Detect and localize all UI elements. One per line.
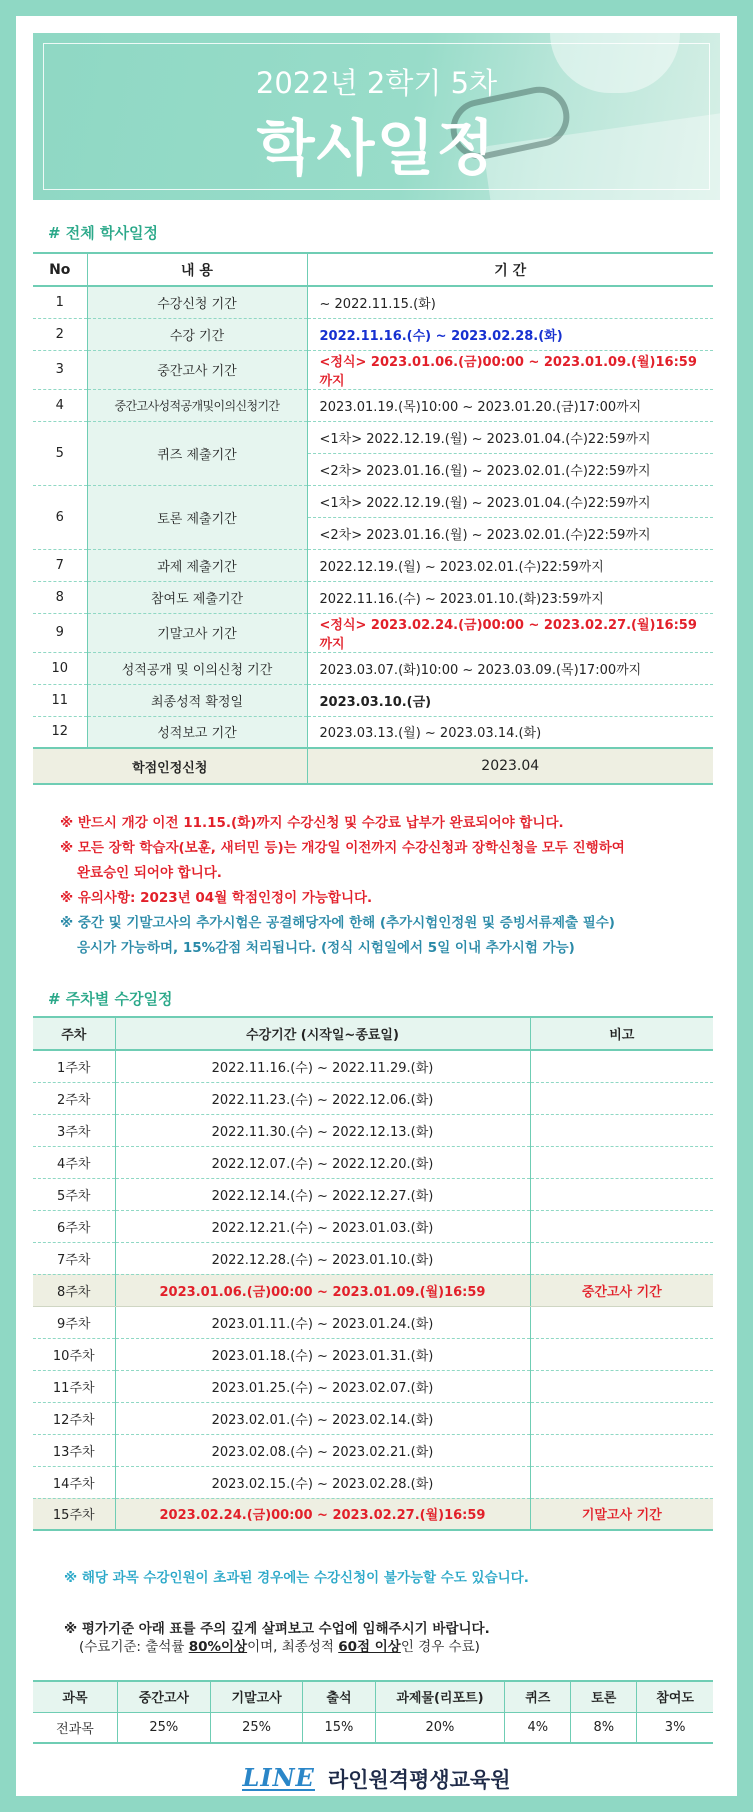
grading-header: 과제물(리포트) [375,1681,505,1712]
credit-value: 2023.04 [307,748,713,784]
row-item: 수강신청 기간 [87,286,307,318]
week-range: 2023.01.06.(금)00:00 ~ 2023.01.09.(월)16:59 [115,1274,530,1306]
table-row [33,1370,713,1402]
row-no: 12 [33,716,87,748]
week-memo [530,1434,713,1466]
week-range: 2023.01.18.(수) ~ 2023.01.31.(화) [115,1338,530,1370]
table-row [33,1082,713,1114]
table-row [33,1050,713,1082]
grading-value: 3% [637,1712,713,1743]
grading-note [64,1620,490,1656]
table-row [33,1178,713,1210]
grading-note-part: 인 경우 수료) [400,1639,480,1655]
table-row [33,652,713,684]
week-memo [530,1050,713,1082]
grading-value: 8% [571,1712,637,1743]
grading-value: 25% [117,1712,210,1743]
row-period: 2023.03.13.(월) ~ 2023.03.14.(화) [307,716,713,748]
row-no: 11 [33,684,87,716]
table-row [33,1338,713,1370]
notice-list [60,811,720,961]
grading-value: 전과목 [33,1712,117,1743]
row-period-2: <2차> 2023.01.16.(월) ~ 2023.02.01.(수)22:59까지 [307,453,713,485]
grading-value: 25% [210,1712,303,1743]
row-no: 9 [33,613,87,652]
week-label: 10주차 [33,1338,115,1370]
table-row [33,1434,713,1466]
row-no: 1 [33,286,87,318]
grading-header: 출석 [303,1681,375,1712]
week-memo [530,1114,713,1146]
weekly-section-title: # 주차별 수강일정 [48,990,173,1008]
week-label: 1주차 [33,1050,115,1082]
row-period: <1차> 2022.12.19.(월) ~ 2023.01.04.(수)22:59까지 [307,421,713,453]
row-period: 2022.11.16.(수) ~ 2023.02.28.(화) [307,318,713,350]
grading-header: 과목 [33,1681,117,1712]
row-period: <1차> 2022.12.19.(월) ~ 2023.01.04.(수)22:59까지 [307,485,713,517]
week-range: 2022.12.07.(수) ~ 2022.12.20.(화) [115,1146,530,1178]
row-item: 중간고사 기간 [87,350,307,389]
week-memo: 기말고사 기간 [530,1498,713,1530]
week-label: 5주차 [33,1178,115,1210]
week-label: 13주차 [33,1434,115,1466]
notice-continuation: 완료승인 되어야 합니다. [77,865,222,881]
row-item: 수강 기간 [87,318,307,350]
week-label: 2주차 [33,1082,115,1114]
table-row [33,1402,713,1434]
line-logo: LINE [242,1763,315,1792]
schedule-section-title: # 전체 학사일정 [48,224,158,242]
row-item: 최종성적 확정일 [87,684,307,716]
row-period: 2023.03.10.(금) [307,684,713,716]
grading-header: 중간고사 [117,1681,210,1712]
credit-label: 학점인정신청 [33,748,307,784]
row-period: 2022.12.19.(월) ~ 2023.02.01.(수)22:59까지 [307,549,713,581]
notice-continuation: 응시가 가능하며, 15%감점 처리됩니다. (정식 시험일에서 5일 이내 추가시험 가능) [77,940,575,956]
week-memo [530,1146,713,1178]
schedule-header-row [33,253,713,286]
table-row [33,1242,713,1274]
week-range: 2022.11.23.(수) ~ 2022.12.06.(화) [115,1082,530,1114]
footer-logo [16,1764,737,1794]
grading-value: 15% [303,1712,375,1743]
table-row [33,1146,713,1178]
enroll-note: ※ 해당 과목 수강인원이 초과된 경우에는 수강신청이 불가능할 수도 있습니다. [64,1570,529,1586]
week-range: 2023.01.25.(수) ~ 2023.02.07.(화) [115,1370,530,1402]
row-period: 2023.01.19.(목)10:00 ~ 2023.01.20.(금)17:00까지 [307,389,713,421]
header-item: 내 용 [87,253,307,286]
schedule-table [33,252,713,785]
week-range: 2022.11.30.(수) ~ 2022.12.13.(화) [115,1114,530,1146]
table-row [33,716,713,748]
week-label: 11주차 [33,1370,115,1402]
table-row [33,581,713,613]
banner-title: 학사일정 [256,114,497,184]
row-no: 2 [33,318,87,350]
weekly-table [33,1016,713,1531]
table-row [33,318,713,350]
week-label: 7주차 [33,1242,115,1274]
table-row [33,485,713,517]
grading-header-row [33,1681,713,1712]
grading-note-line2 [64,1638,490,1656]
week-range: 2022.12.21.(수) ~ 2023.01.03.(화) [115,1210,530,1242]
row-item: 토론 제출기간 [87,485,307,549]
week-range: 2023.02.15.(수) ~ 2023.02.28.(화) [115,1466,530,1498]
row-period: <정식> 2023.02.24.(금)00:00 ~ 2023.02.27.(월)16:59까지 [307,613,713,652]
header-week: 주차 [33,1017,115,1050]
grading-header: 토론 [571,1681,637,1712]
table-row [33,1114,713,1146]
table-row [33,1466,713,1498]
week-memo: 중간고사 기간 [530,1274,713,1306]
week-memo [530,1338,713,1370]
notice-item-continued [60,861,720,886]
week-range: 2022.12.28.(수) ~ 2023.01.10.(화) [115,1242,530,1274]
table-row [33,1306,713,1338]
content-card [16,16,737,1796]
week-range: 2023.02.08.(수) ~ 2023.02.21.(화) [115,1434,530,1466]
week-memo [530,1210,713,1242]
banner-subtitle: 2022년 2학기 5차 [255,66,498,100]
week-label: 4주차 [33,1146,115,1178]
week-memo [530,1082,713,1114]
notice-item: ※ 반드시 개강 이전 11.15.(화)까지 수강신청 및 수강료 납부가 완료되어야 합니다. [60,815,564,831]
row-no: 7 [33,549,87,581]
grading-table [33,1680,713,1744]
week-memo [530,1370,713,1402]
grading-value: 4% [505,1712,571,1743]
row-item: 참여도 제출기간 [87,581,307,613]
row-item: 과제 제출기간 [87,549,307,581]
row-period: 2022.11.16.(수) ~ 2023.01.10.(화)23:59까지 [307,581,713,613]
week-memo [530,1178,713,1210]
table-row-highlight [33,1274,713,1306]
grading-value: 20% [375,1712,505,1743]
week-range: 2023.02.24.(금)00:00 ~ 2023.02.27.(월)16:59 [115,1498,530,1530]
notice-item: ※ 중간 및 기말고사의 추가시험은 공결해당자에 한해 (추가시험인정원 및 증빙서류제출 필수) [60,915,615,931]
header-no: No [33,253,87,286]
week-range: 2023.02.01.(수) ~ 2023.02.14.(화) [115,1402,530,1434]
grading-note-line1: ※ 평가기준 아래 표를 주의 깊게 살펴보고 수업에 임해주시기 바랍니다. [64,1621,490,1637]
week-memo [530,1306,713,1338]
row-item: 중간고사성적공개및이의신청기간 [87,389,307,421]
table-row [33,684,713,716]
week-range: 2023.01.11.(수) ~ 2023.01.24.(화) [115,1306,530,1338]
row-period-2: <2차> 2023.01.16.(월) ~ 2023.02.01.(수)22:59까지 [307,517,713,549]
row-no: 10 [33,652,87,684]
row-item: 성적공개 및 이의신청 기간 [87,652,307,684]
notice-item: ※ 모든 장학 학습자(보훈, 새터민 등)는 개강일 이전까지 수강신청과 장학신청을 모두 진행하여 [60,840,625,856]
row-period: <정식> 2023.01.06.(금)00:00 ~ 2023.01.09.(월)16:59까지 [307,350,713,389]
grading-value-row [33,1712,713,1743]
table-row [33,389,713,421]
week-memo [530,1466,713,1498]
week-memo [530,1402,713,1434]
row-period: 2023.03.07.(화)10:00 ~ 2023.03.09.(목)17:00까지 [307,652,713,684]
institution-name: 라인원격평생교육원 [327,1768,511,1792]
grading-header: 퀴즈 [505,1681,571,1712]
week-label: 9주차 [33,1306,115,1338]
table-row-highlight [33,1498,713,1530]
weekly-header-row [33,1017,713,1050]
table-row [33,549,713,581]
header-range: 수강기간 (시작일~종료일) [115,1017,530,1050]
row-no: 8 [33,581,87,613]
notice-item-continued [60,936,720,961]
table-row [33,421,713,453]
grading-note-part: 이며, 최종성적 [247,1639,339,1655]
table-row [33,613,713,652]
attendance-criterion: 80%이상 [188,1639,248,1655]
week-range: 2022.12.14.(수) ~ 2022.12.27.(화) [115,1178,530,1210]
week-label: 14주차 [33,1466,115,1498]
week-label: 12주차 [33,1402,115,1434]
grading-note-part: (수료기준: 출석률 [79,1639,189,1655]
row-no: 6 [33,485,87,549]
grading-header: 기말고사 [210,1681,303,1712]
header-period: 기 간 [307,253,713,286]
row-no: 5 [33,421,87,485]
week-label: 3주차 [33,1114,115,1146]
row-no: 3 [33,350,87,389]
credit-row [33,748,713,784]
table-row [33,350,713,389]
week-label: 8주차 [33,1274,115,1306]
row-item: 퀴즈 제출기간 [87,421,307,485]
week-label: 15주차 [33,1498,115,1530]
row-item: 성적보고 기간 [87,716,307,748]
table-row [33,286,713,318]
table-row [33,1210,713,1242]
notice-item: ※ 유의사항: 2023년 04월 학점인정이 가능합니다. [60,890,373,906]
row-item: 기말고사 기간 [87,613,307,652]
header-banner [33,33,720,200]
row-no: 4 [33,389,87,421]
header-memo: 비고 [530,1017,713,1050]
row-period: ~ 2022.11.15.(화) [307,286,713,318]
week-memo [530,1242,713,1274]
grading-header: 참여도 [637,1681,713,1712]
week-range: 2022.11.16.(수) ~ 2022.11.29.(화) [115,1050,530,1082]
week-label: 6주차 [33,1210,115,1242]
score-criterion: 60점 이상 [338,1639,401,1655]
